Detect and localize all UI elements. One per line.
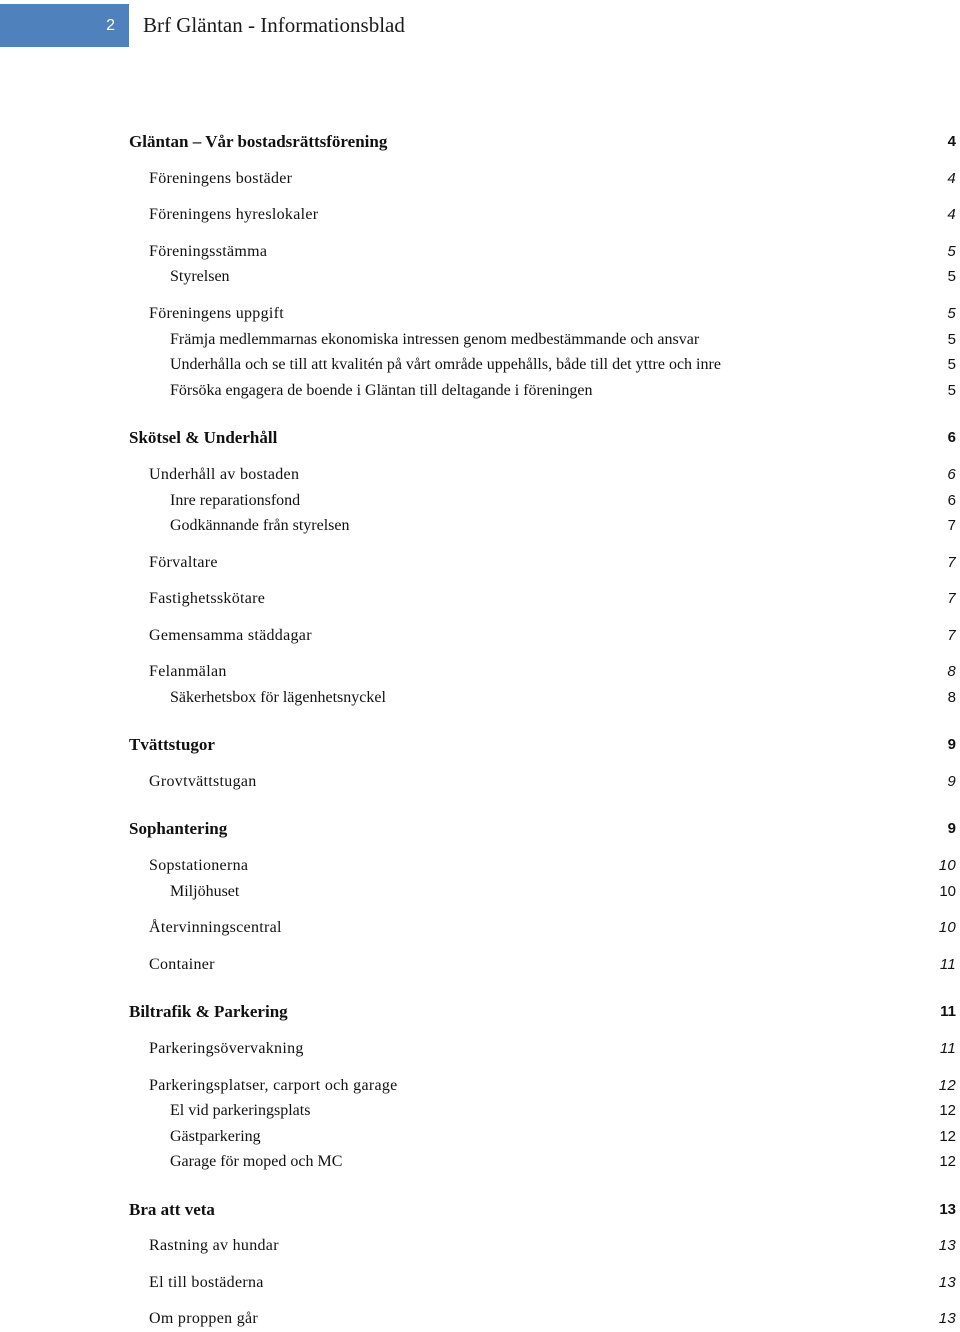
toc-entry-page: 11 <box>939 956 956 973</box>
toc-entry-page: 5 <box>947 382 956 399</box>
toc-entry-title: Sophantering <box>129 819 228 838</box>
toc-entry-level2[interactable] <box>149 168 956 190</box>
toc-entry-level1[interactable] <box>129 427 956 449</box>
toc-entry-title: Föreningens uppgift <box>149 305 285 322</box>
toc-entry-title: Garage för moped och MC <box>170 1153 343 1170</box>
toc-entry-level2[interactable] <box>149 303 956 325</box>
toc-entry-page: 4 <box>947 206 956 223</box>
toc-entry-title: Främja medlemmarnas ekonomiska intressen genom medbestämmande och ansvar <box>170 331 700 348</box>
toc-entry-page: 5 <box>947 305 956 322</box>
toc-entry-title: Grovtvättstugan <box>149 773 257 790</box>
toc-entry-title: Föreningens bostäder <box>149 170 293 187</box>
toc-entry-title: Föreningens hyreslokaler <box>149 206 319 223</box>
toc-entry-level3[interactable] <box>170 329 956 351</box>
toc-entry-level2[interactable] <box>149 1272 956 1294</box>
toc-entry-title: Om proppen går <box>149 1310 259 1327</box>
toc-entry-title: Underhåll av bostaden <box>149 466 300 483</box>
toc-entry-page: 9 <box>947 736 956 753</box>
toc-entry-title: Bra att veta <box>129 1200 215 1219</box>
toc-entry-level2[interactable] <box>149 204 956 226</box>
toc-entry-level3[interactable] <box>170 515 956 537</box>
toc-entry-level2[interactable] <box>149 1075 956 1097</box>
toc-entry-level2[interactable] <box>149 625 956 647</box>
toc-entry-level2[interactable] <box>149 464 956 486</box>
toc-entry-page: 5 <box>947 268 956 285</box>
toc-entry-level2[interactable] <box>149 552 956 574</box>
toc-entry-title: Förvaltare <box>149 554 218 571</box>
toc-entry-page: 6 <box>947 466 956 483</box>
toc-entry-level1[interactable] <box>129 818 956 840</box>
toc-entry-page: 5 <box>947 243 956 260</box>
toc-entry-level1[interactable] <box>129 734 956 756</box>
toc-entry-title: Sopstationerna <box>149 857 249 874</box>
toc-entry-title: Rastning av hundar <box>149 1237 279 1254</box>
toc-entry-page: 8 <box>947 689 956 706</box>
toc-entry-title: Säkerhetsbox för lägenhetsnyckel <box>170 689 386 706</box>
toc-entry-level2[interactable] <box>149 661 956 683</box>
toc-entry-level2[interactable] <box>149 855 956 877</box>
toc-entry-page: 8 <box>947 663 956 680</box>
toc-entry-page: 6 <box>947 492 956 509</box>
toc-entry-title: Miljöhuset <box>170 883 240 900</box>
toc-entry-level3[interactable] <box>170 1151 956 1173</box>
toc-entry-level3[interactable] <box>170 266 956 288</box>
toc-entry-level2[interactable] <box>149 954 956 976</box>
toc-entry-page: 13 <box>938 1237 956 1254</box>
toc-entry-page: 6 <box>947 429 956 446</box>
toc-entry-title: Godkännande från styrelsen <box>170 517 350 534</box>
toc-entry-page: 7 <box>947 590 956 607</box>
toc-entry-level2[interactable] <box>149 917 956 939</box>
toc-entry-title: Felanmälan <box>149 663 227 680</box>
toc-entry-level1[interactable] <box>129 131 956 153</box>
toc-entry-title: Tvättstugor <box>129 735 215 754</box>
toc-entry-page: 13 <box>938 1310 956 1327</box>
toc-entry-page: 7 <box>947 627 956 644</box>
toc-entry-title: Inre reparationsfond <box>170 492 301 509</box>
toc-entry-title: Föreningsstämma <box>149 243 268 260</box>
toc-entry-title: Underhålla och se till att kvalitén på vårt område uppehålls, både till det yttre och inre <box>170 356 721 373</box>
toc-entry-page: 5 <box>947 356 956 373</box>
toc-entry-page: 11 <box>940 1003 956 1020</box>
toc-entry-page: 10 <box>939 883 956 900</box>
toc-entry-page: 4 <box>947 170 956 187</box>
toc-entry-level3[interactable] <box>170 354 956 376</box>
toc-entry-title: Fastighetsskötare <box>149 590 266 607</box>
toc-entry-page: 7 <box>947 554 956 571</box>
toc-entry-page: 10 <box>938 857 956 874</box>
toc-entry-title: Skötsel & Underhåll <box>129 428 278 447</box>
toc-entry-level2[interactable] <box>149 1308 956 1330</box>
toc-entry-level2[interactable] <box>149 1038 956 1060</box>
toc-entry-title: El vid parkeringsplats <box>170 1102 311 1119</box>
toc-entry-page: 13 <box>939 1201 956 1218</box>
toc-entry-page: 10 <box>938 919 956 936</box>
toc-entry-level1[interactable] <box>129 1199 956 1221</box>
toc-entry-level3[interactable] <box>170 687 956 709</box>
toc-entry-page: 4 <box>947 133 956 150</box>
toc-entry-title: Biltrafik & Parkering <box>129 1002 288 1021</box>
toc-entry-title: El till bostäderna <box>149 1274 264 1291</box>
toc-entry-level3[interactable] <box>170 490 956 512</box>
toc-entry-level2[interactable] <box>149 588 956 610</box>
toc-entry-title: Gästparkering <box>170 1128 261 1145</box>
page-number: 2 <box>0 4 129 47</box>
toc-entry-page: 7 <box>947 517 956 534</box>
toc-entry-title: Försöka engagera de boende i Gläntan till deltagande i föreningen <box>170 382 593 399</box>
toc-entry-page: 12 <box>938 1077 956 1094</box>
toc-entry-title: Gemensamma städdagar <box>149 627 312 644</box>
toc-entry-level2[interactable] <box>149 771 956 793</box>
toc-entry-page: 9 <box>947 820 956 837</box>
toc-entry-level1[interactable] <box>129 1001 956 1023</box>
toc-entry-level2[interactable] <box>149 241 956 263</box>
toc-entry-level2[interactable] <box>149 1235 956 1257</box>
toc-entry-level3[interactable] <box>170 1126 956 1148</box>
toc-entry-page: 5 <box>947 331 956 348</box>
toc-entry-level3[interactable] <box>170 1100 956 1122</box>
toc-entry-page: 9 <box>947 773 956 790</box>
toc-entry-title: Parkeringsövervakning <box>149 1040 304 1057</box>
toc-entry-page: 13 <box>938 1274 956 1291</box>
toc-entry-page: 12 <box>939 1153 956 1170</box>
toc-entry-level3[interactable] <box>170 380 956 402</box>
toc-entry-title: Container <box>149 956 215 973</box>
toc-entry-title: Återvinningscentral <box>149 919 282 936</box>
toc-entry-title: Parkeringsplatser, carport och garage <box>149 1077 398 1094</box>
toc-entry-page: 12 <box>939 1128 956 1145</box>
toc-entry-title: Gläntan – Vår bostadsrättsförening <box>129 132 388 151</box>
document-title: Brf Gläntan - Informationsblad <box>143 13 405 37</box>
toc-entry-page: 11 <box>939 1040 956 1057</box>
toc-entry-title: Styrelsen <box>170 268 230 285</box>
toc-entry-level3[interactable] <box>170 881 956 903</box>
toc-entry-page: 12 <box>939 1102 956 1119</box>
